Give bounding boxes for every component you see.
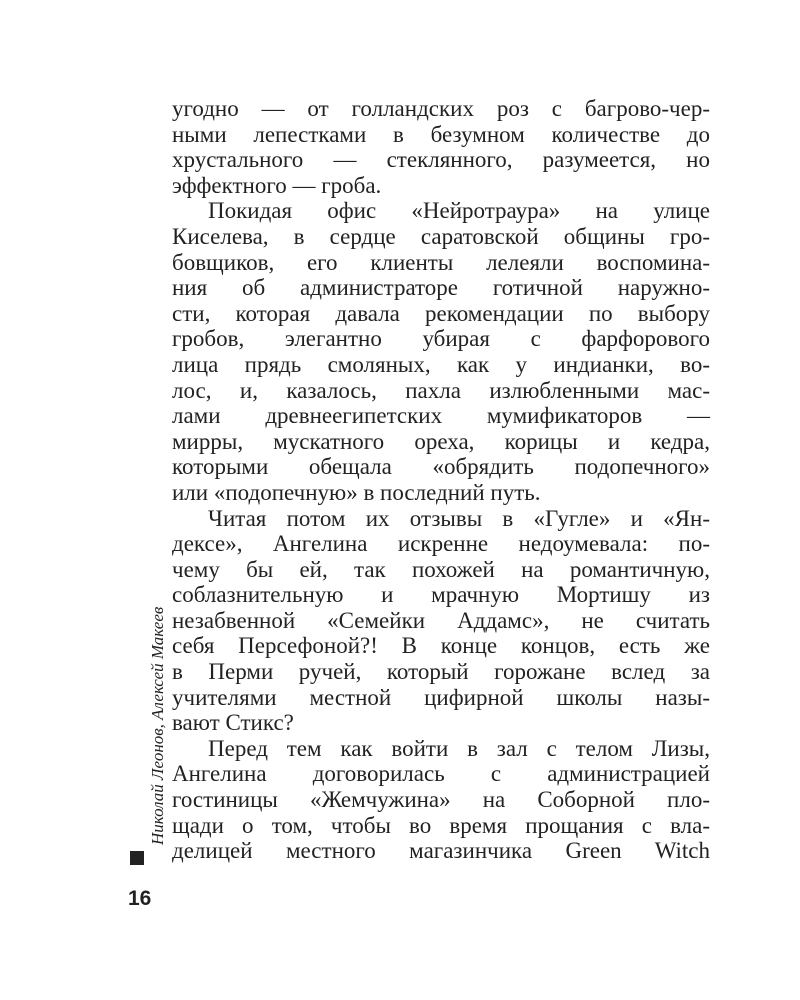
- paragraph-start-line: Перед тем как войти в зал с телом Лизы,: [208, 735, 710, 761]
- text-line: лица прядь смоляных, как у индианки, во-: [172, 351, 710, 377]
- text-line: угодно — от голландских роз с багрово-чер-: [172, 96, 710, 121]
- text-line: чему бы ей, так похожей на романтичную,: [172, 556, 710, 582]
- text-line: себя Персефоной?! В конце концов, есть же: [172, 633, 710, 659]
- paragraph-start-line: Покидая офис «Нейротраура» на улице: [208, 198, 710, 224]
- paragraph-start-line: Читая потом их отзывы в «Гугле» и «Ян-: [208, 505, 710, 531]
- text-line: в Перми ручей, который горожане вслед за: [172, 659, 710, 685]
- text-line: хрустального — стеклянного, разумеется, но: [172, 147, 710, 173]
- body-text: [172, 96, 710, 864]
- page-number: 16: [128, 887, 152, 910]
- text-line: незабвенной «Семейки Аддамс», не считать: [172, 607, 710, 633]
- text-line: Киселева, в сердце саратовской общины гро-: [172, 223, 710, 249]
- text-line: гостиницы «Жемчужина» на Соборной пло-: [172, 787, 710, 813]
- text-line: которыми обещала «обрядить подопечного»: [172, 454, 710, 480]
- text-line: Ангелина договорилась с администрацией: [172, 761, 710, 787]
- text-line: щади о том, чтобы во время прощания с вла-: [172, 812, 710, 838]
- text-line: лос, и, казалось, пахла излюбленными мас-: [172, 377, 710, 403]
- text-line: или «подопечную» в последний путь.: [172, 479, 541, 505]
- text-line: бовщиков, его клиенты лелеяли воспомина-: [172, 249, 710, 275]
- text-line: ния об администраторе готичной наружно-: [172, 275, 710, 301]
- square-marker-icon: [130, 851, 144, 865]
- text-line: лами древнеегипетских мумификаторов —: [172, 403, 710, 429]
- text-line: учителями местной цифирной школы назы-: [172, 684, 710, 710]
- text-line: сти, которая давала рекомендации по выбору: [172, 300, 710, 326]
- text-line: дексе», Ангелина искренне недоумевала: по-: [172, 531, 710, 557]
- text-line: гробов, элегантно убирая с фарфорового: [172, 326, 710, 352]
- text-line: ными лепестками в безумном количестве до: [172, 121, 710, 147]
- running-head-authors: Николай Леонов, Алексей Макеев: [148, 606, 167, 845]
- text-line: соблазнительную и мрачную Мортишу из: [172, 582, 710, 608]
- text-line: мирры, мускатного ореха, корицы и кедра,: [172, 428, 710, 454]
- text-line: эффектного — гроба.: [172, 172, 382, 198]
- text-line: вают Стикс?: [172, 710, 294, 736]
- text-line: делицей местного магазинчика Green Witch: [172, 838, 710, 864]
